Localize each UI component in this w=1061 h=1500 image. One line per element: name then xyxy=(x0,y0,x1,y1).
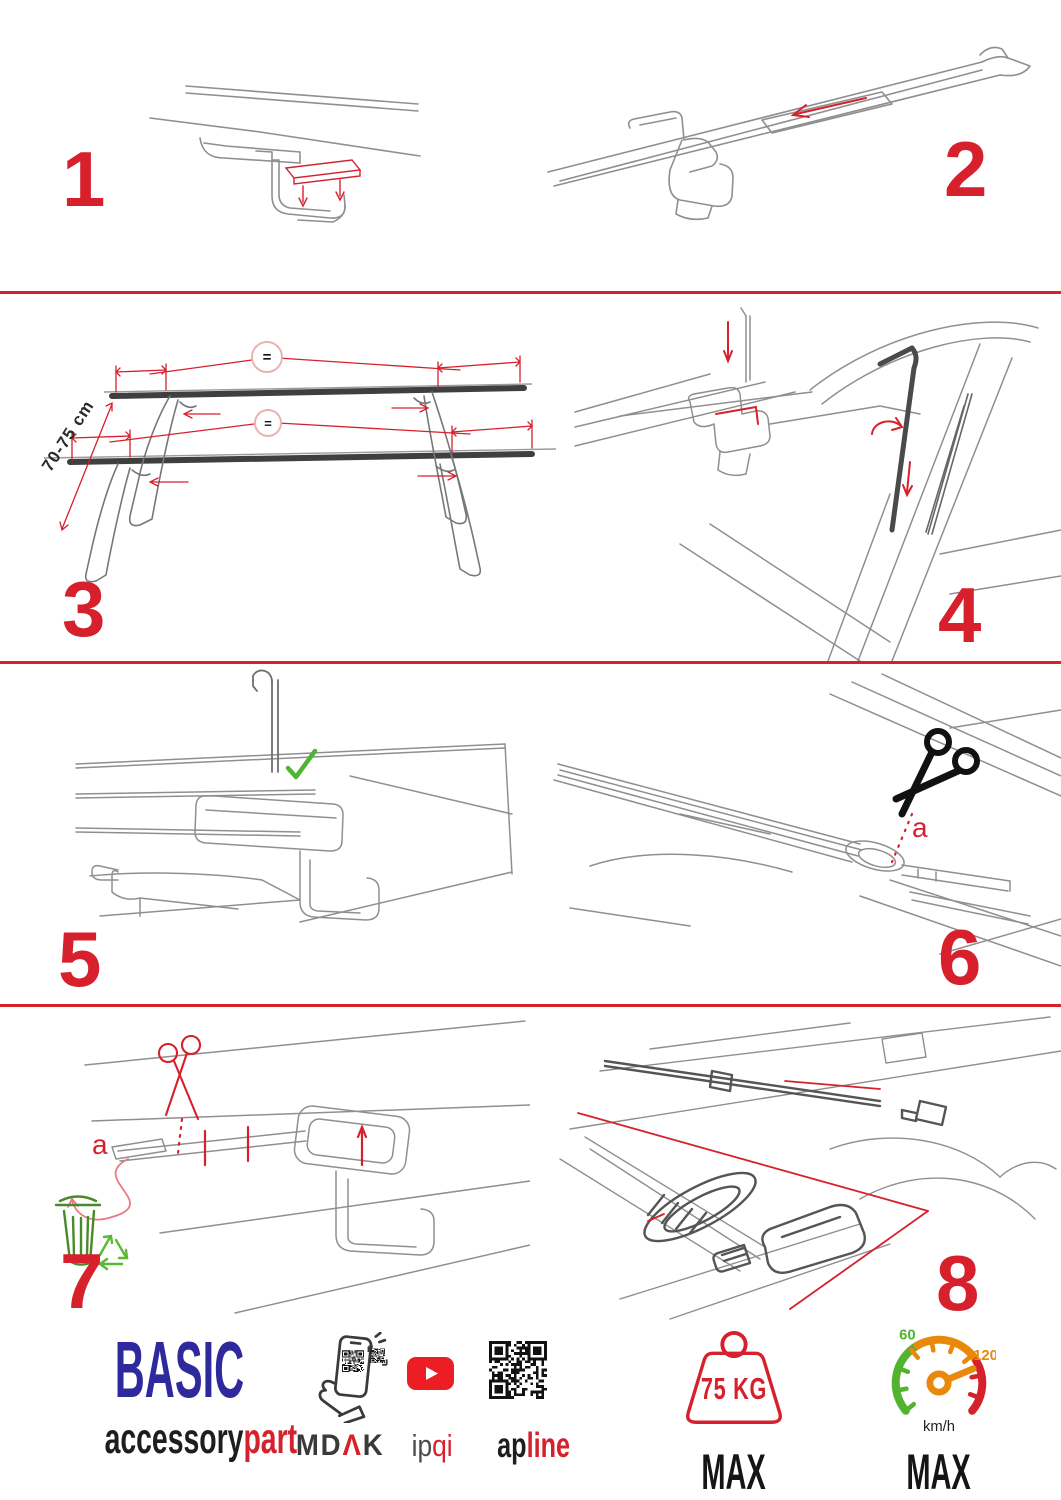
mdak-logo xyxy=(288,1429,393,1463)
brand-block xyxy=(55,1325,298,1463)
scissors-outline-icon xyxy=(159,1036,200,1153)
step-6-number: 6 xyxy=(938,913,980,1001)
step-6-panel xyxy=(530,664,1061,1004)
speedometer-icon xyxy=(882,1326,996,1440)
step-1-number: 1 xyxy=(62,135,104,223)
brand-name-black: accessory xyxy=(104,1415,244,1463)
weight-max-label: MAX xyxy=(701,1444,767,1500)
series-name: BASIC xyxy=(114,1325,245,1414)
youtube-icon xyxy=(407,1357,454,1390)
apline-logo xyxy=(483,1426,573,1466)
speed-max-label: MAX xyxy=(906,1444,972,1500)
step8-illustration xyxy=(530,1007,1061,1329)
part-a-label: a xyxy=(912,812,928,843)
ipqi-red: qi xyxy=(432,1428,453,1463)
step-8-number: 8 xyxy=(936,1239,978,1327)
speed-min-label: 60 xyxy=(899,1327,916,1344)
part-a-label: a xyxy=(92,1129,108,1160)
ipqi-black: ip xyxy=(411,1428,432,1463)
step-8-panel xyxy=(530,1007,1061,1329)
apline-red: line xyxy=(526,1426,570,1465)
step6-illustration xyxy=(530,664,1061,1004)
ipqi-logo xyxy=(402,1428,462,1464)
weight-limit-value: 75 KG xyxy=(700,1371,768,1406)
qr-on-phone xyxy=(342,1350,364,1372)
pad-insert-highlight xyxy=(286,160,360,206)
dimension-marks xyxy=(60,356,532,530)
step-2-number: 2 xyxy=(944,125,986,213)
equals-badge xyxy=(254,409,282,437)
speed-max-value-label: 120 xyxy=(973,1348,996,1365)
equals-sign: = xyxy=(262,348,272,366)
speed-unit-label: km/h xyxy=(922,1418,956,1435)
brand-name-red: part xyxy=(243,1415,298,1463)
mdak-pre: MD xyxy=(296,1429,343,1462)
hex-key-vertical xyxy=(253,670,278,772)
qr-code xyxy=(489,1341,547,1399)
scissors-icon xyxy=(896,731,977,814)
phone-scan-icon xyxy=(312,1332,394,1424)
bar-distance-label: 70-75 cm xyxy=(38,396,98,475)
step-3-number: 3 xyxy=(62,565,104,653)
mdak-post: K xyxy=(363,1429,385,1462)
hex-key-icon xyxy=(880,348,916,530)
equals-badge xyxy=(251,341,283,373)
alignment-lines xyxy=(578,1081,928,1309)
mdak-lambda: Λ xyxy=(342,1429,364,1462)
recycle-icon xyxy=(100,1236,127,1269)
check-icon xyxy=(288,751,315,777)
step-4-panel xyxy=(560,294,1061,661)
brand-logo xyxy=(55,1415,298,1463)
series-logo xyxy=(55,1325,265,1414)
step-7-number: 7 xyxy=(60,1237,102,1325)
step-5-number: 5 xyxy=(58,915,100,1003)
discard-path xyxy=(68,1159,130,1220)
cut-line xyxy=(892,814,912,862)
step4-illustration xyxy=(560,294,1061,661)
qr-beside-phone xyxy=(370,1348,385,1363)
weight-icon xyxy=(666,1329,802,1447)
step-4-number: 4 xyxy=(938,571,980,659)
apline-black: ap xyxy=(497,1426,527,1465)
equals-sign: = xyxy=(264,415,272,431)
